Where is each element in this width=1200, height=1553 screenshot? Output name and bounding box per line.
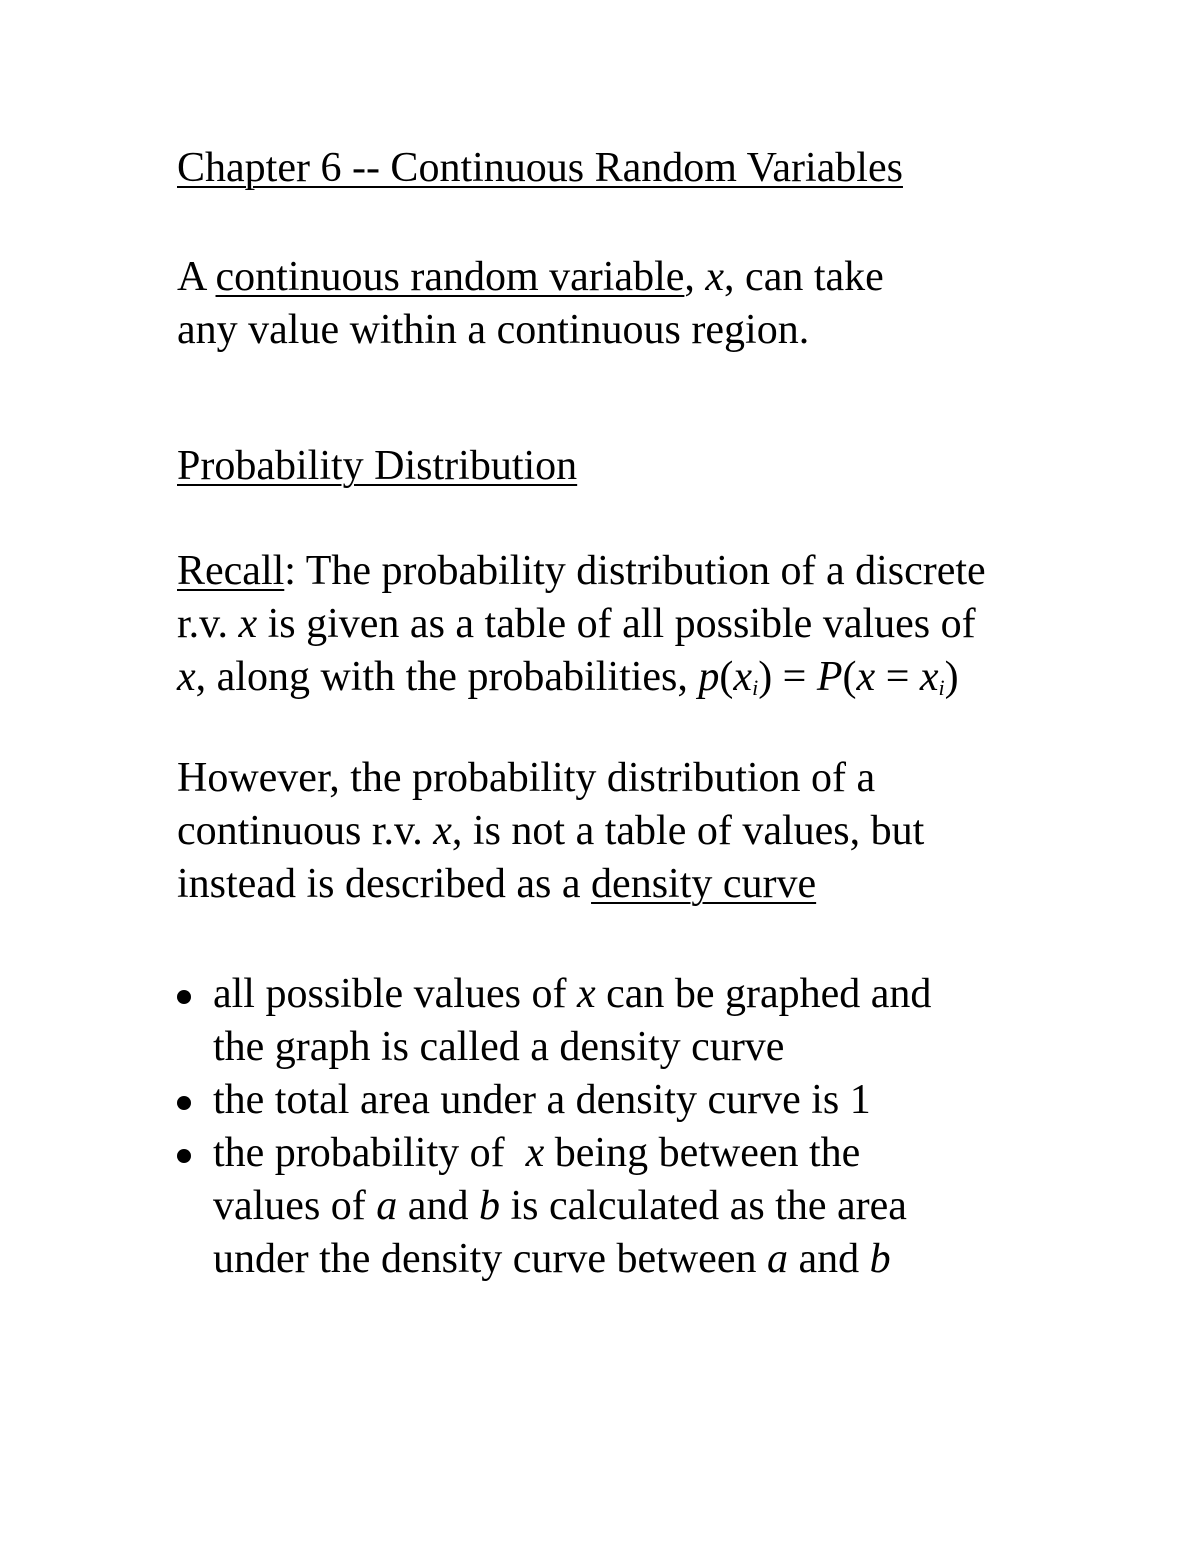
- bullet-text: under the density curve between: [213, 1236, 767, 1282]
- recall-text: is given as a table of all possible values of: [257, 601, 976, 647]
- intro-line-2: any value within a continuous region.: [177, 307, 810, 353]
- bullet-text: values of: [213, 1183, 377, 1229]
- however-text: instead is described as a: [177, 861, 592, 907]
- var-x: x: [177, 654, 196, 700]
- however-paragraph: [177, 752, 924, 911]
- bullet-line: the total area under a density curve is 1: [213, 1077, 871, 1123]
- bullet-text: being between the: [544, 1130, 861, 1176]
- bullet-text: the probability of: [213, 1130, 526, 1176]
- probability-formula: [698, 654, 958, 700]
- term-density-curve: density curve: [591, 861, 817, 907]
- bullet-line: the graph is called a density curve: [213, 1024, 785, 1070]
- recall-label: Recall: [177, 548, 285, 594]
- bullet-list: [177, 968, 931, 1286]
- however-text: continuous r.v.: [177, 808, 434, 854]
- however-line-2: [177, 805, 924, 858]
- however-text: , is not a table of values, but: [451, 808, 925, 854]
- formula-x: x: [733, 654, 753, 700]
- var-x: x: [705, 254, 725, 300]
- intro-text: ,: [684, 254, 706, 300]
- recall-text: , along with the probabilities,: [195, 654, 699, 700]
- formula-paren: (: [842, 654, 857, 700]
- formula-x: x: [919, 654, 939, 700]
- bullet-text: can be graphed and: [595, 971, 932, 1017]
- var-x: x: [525, 1130, 545, 1176]
- bullet-icon: [177, 990, 191, 1004]
- recall-line-2: [177, 598, 986, 651]
- bullet-text: is calculated as the area: [499, 1183, 907, 1229]
- bullet-icon: [177, 1149, 191, 1163]
- title-text: Chapter 6 -- Continuous Random Variables: [177, 145, 903, 191]
- section-heading-text: Probability Distribution: [177, 443, 578, 489]
- recall-text: r.v.: [177, 601, 239, 647]
- bullet-line: [213, 1127, 931, 1180]
- intro-text: , can take: [724, 254, 884, 300]
- however-line-3: [177, 858, 924, 911]
- formula-paren: ): [944, 654, 959, 700]
- recall-line-1: [177, 545, 986, 598]
- formula-subscript-i: i: [752, 675, 759, 700]
- bullet-text: all possible values of: [213, 971, 577, 1017]
- list-item: [177, 1074, 931, 1127]
- formula-P: P: [816, 654, 843, 700]
- however-line-1: However, the probability distribution of a: [177, 755, 876, 801]
- bullet-text: and: [787, 1236, 870, 1282]
- page-title: [177, 142, 903, 195]
- formula-equals: ) =: [758, 654, 817, 700]
- intro-line-1: [177, 251, 884, 304]
- list-item: [177, 968, 931, 1074]
- var-x: x: [576, 971, 596, 1017]
- bullet-line: [213, 1233, 931, 1286]
- intro-text: A: [177, 254, 216, 300]
- var-x: x: [238, 601, 258, 647]
- formula-paren: (: [719, 654, 734, 700]
- intro-paragraph: [177, 251, 884, 357]
- term-continuous-random-variable: continuous random variable: [215, 254, 685, 300]
- recall-text: : The probability distribution of a discrete: [284, 548, 986, 594]
- bullet-line: [213, 1180, 931, 1233]
- section-heading: [177, 440, 577, 493]
- var-a: a: [766, 1236, 788, 1282]
- formula-equals: =: [875, 654, 920, 700]
- formula-subscript-i: i: [938, 675, 945, 700]
- bullet-text: and: [397, 1183, 479, 1229]
- formula-x: x: [856, 654, 876, 700]
- formula-p: p: [698, 654, 720, 700]
- recall-line-3: [177, 651, 986, 704]
- bullet-icon: [177, 1096, 191, 1110]
- recall-paragraph: [177, 545, 986, 704]
- var-b: b: [478, 1183, 500, 1229]
- bullet-line: [213, 968, 931, 1021]
- var-b: b: [869, 1236, 891, 1282]
- list-item: [177, 1127, 931, 1286]
- var-x: x: [433, 808, 452, 854]
- var-a: a: [376, 1183, 398, 1229]
